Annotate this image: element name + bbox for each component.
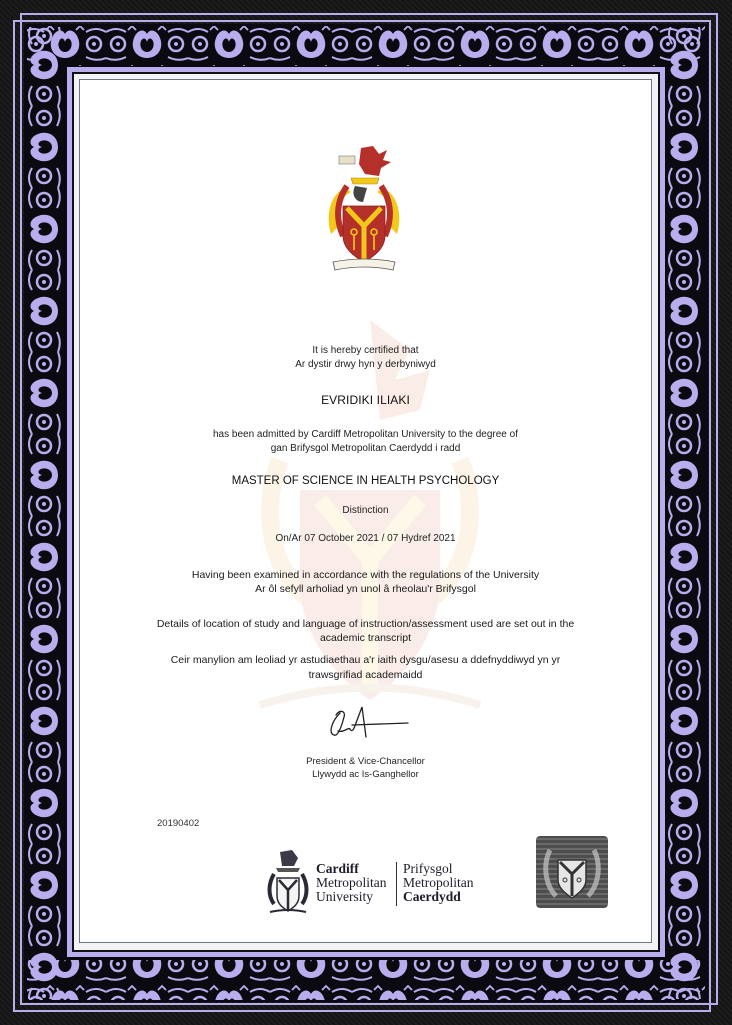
university-crest-icon xyxy=(266,848,310,918)
serial-number: 20190402 xyxy=(157,818,200,829)
classification: Distinction xyxy=(342,505,389,516)
logo-cy-line1: Prifysgol xyxy=(403,861,453,876)
details-en-line1: Details of location of study and language of instruction/assessment used are set out in the xyxy=(156,618,575,630)
examined-cy: Ar ôl sefyll arholiad yn unol â rheolau'r Brifysgol xyxy=(255,583,476,595)
hologram-seal xyxy=(536,836,608,908)
logo-divider xyxy=(396,862,397,906)
university-logo xyxy=(266,848,496,918)
admitted-en: has been admitted by Cardiff Metropolitan University to the degree of xyxy=(213,429,518,440)
details-cy-line2: trawsgrifiad academaidd xyxy=(308,669,423,681)
logo-cy-line2: Metropolitan xyxy=(403,875,474,890)
signatory-en: President & Vice-Chancellor xyxy=(306,756,425,767)
award-date: On/Ar 07 October 2021 / 07 Hydref 2021 xyxy=(275,533,456,544)
admitted-cy: gan Brifysgol Metropolitan Caerdydd i radd xyxy=(270,443,461,454)
logo-cy-line3: Caerdydd xyxy=(403,889,461,904)
logo-en-line1: Cardiff xyxy=(316,861,359,876)
logo-en-line3: University xyxy=(316,889,373,904)
logo-en-line2: Metropolitan xyxy=(316,875,387,890)
certified-en: It is hereby certified that xyxy=(312,345,419,356)
coat-of-arms-icon xyxy=(321,144,407,274)
details-en-line2: academic transcript xyxy=(319,632,412,644)
details-cy-line1: Ceir manylion am leoliad yr astudiaethau a'r iaith dysgu/asesu a ddefnyddiwyd yn yr xyxy=(170,654,561,666)
certificate-paper xyxy=(79,79,652,943)
recipient-name: EVRIDIKI ILIAKI xyxy=(321,393,410,407)
examined-en: Having been examined in accordance with the regulations of the University xyxy=(191,569,540,581)
signature-icon xyxy=(322,703,412,743)
certified-cy: Ar dystir drwy hyn y derbyniwyd xyxy=(295,359,436,370)
hologram-seal-icon xyxy=(536,836,608,908)
degree-title: MASTER OF SCIENCE IN HEALTH PSYCHOLOGY xyxy=(231,475,500,487)
signatory-cy: Llywydd ac Is-Ganghellor xyxy=(312,769,419,780)
